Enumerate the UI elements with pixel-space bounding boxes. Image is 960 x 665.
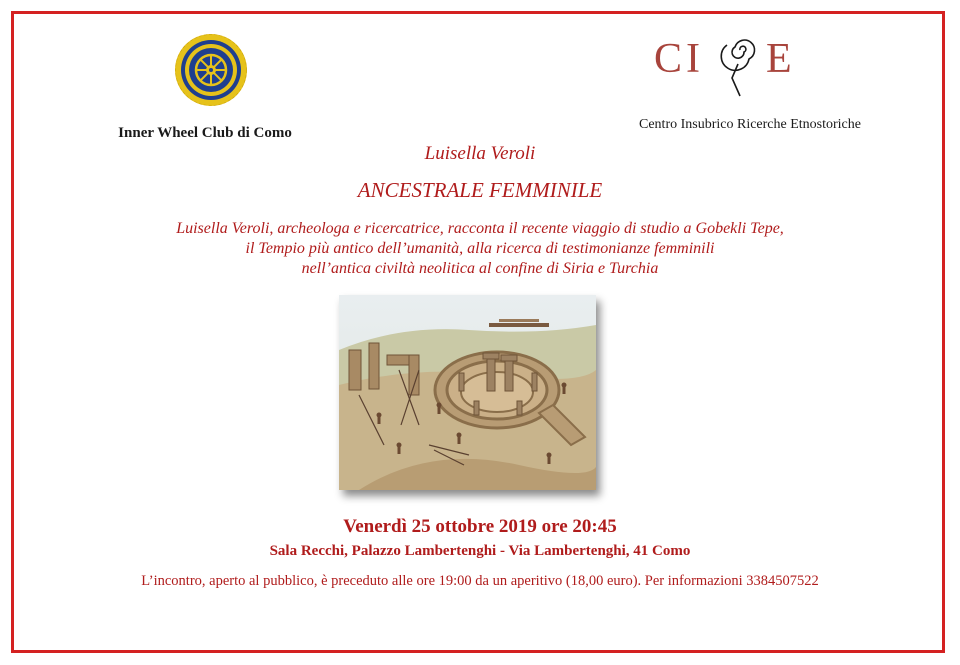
description-line: il Tempio più antico dell’umanità, alla ricerca di testimonianze femminili [245, 240, 715, 257]
cire-logo-letters-right: E [766, 36, 792, 82]
event-date-time: Venerdì 25 ottobre 2019 ore 20:45 [343, 516, 617, 537]
description-line: nell’antica civiltà neolitica al confine di Siria e Turchia [301, 260, 659, 277]
inner-wheel-emblem-icon [174, 33, 248, 107]
event-description [0, 219, 960, 279]
cire-full-name: Centro Insubrico Ricerche Etnostoriche [639, 117, 861, 132]
cire-logo [654, 20, 804, 100]
cire-logo-letters-left: CI [654, 36, 704, 82]
speaker-name: Luisella Veroli [424, 143, 536, 164]
gobekli-tepe-illustration [339, 295, 596, 490]
event-venue: Sala Recchi, Palazzo Lambertenghi - Via Lambertenghi, 41 Como [269, 543, 691, 559]
spiral-r-icon [721, 40, 754, 96]
inner-wheel-club-name: Inner Wheel Club di Como [118, 125, 292, 141]
event-info: L’incontro, aperto al pubblico, è preceduto alle ore 19:00 da un aperitivo (18,00 euro). Per informazioni 3384507522 [141, 573, 819, 589]
description-line: Luisella Veroli, archeologa e ricercatrice, racconta il recente viaggio di studio a Gobekli Tepe, [176, 220, 784, 237]
event-title: ANCESTRALE FEMMINILE [357, 178, 603, 202]
